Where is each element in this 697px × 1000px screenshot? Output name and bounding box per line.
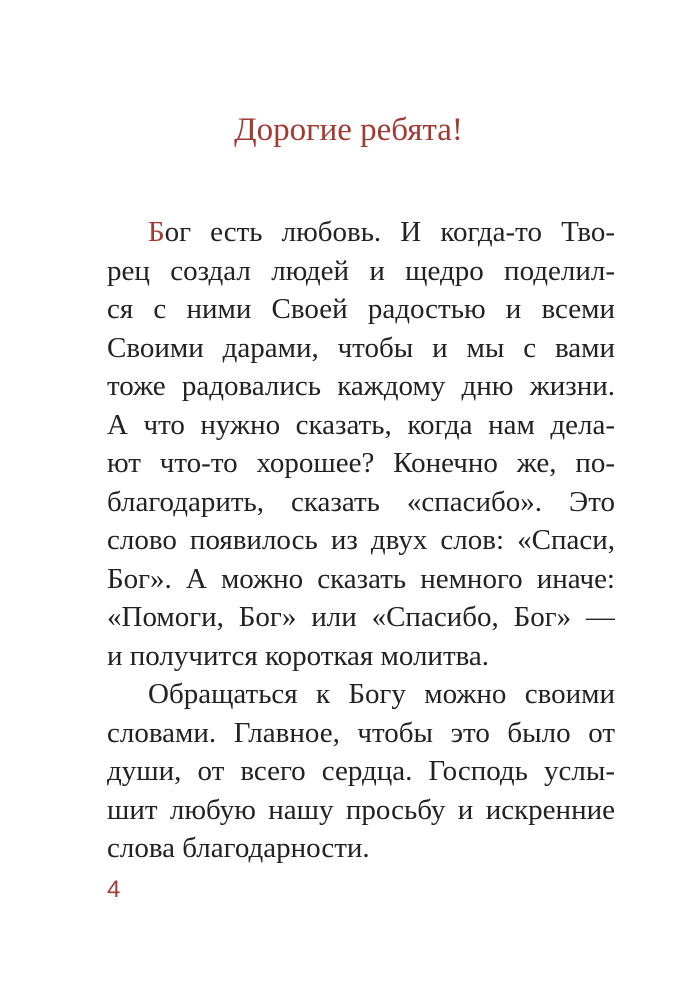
text-line: благодарить, сказать «спасибо». Это — [107, 485, 615, 518]
text-line: Обращаться к Богу можно своими — [148, 678, 615, 710]
text-line: ют что-то хорошее? Конечно же, по- — [107, 447, 615, 479]
text-line: «Помоги, Бог» или «Спасибо, Бог» — — [107, 601, 615, 633]
text-line: слово появилось из двух слов: «Спаси, — [107, 524, 615, 556]
page-number: 4 — [107, 876, 121, 903]
text-line: и получится короткая молитва. — [107, 639, 490, 672]
text-line: Бог». А можно сказать немного иначе: — [107, 562, 615, 595]
text-line: Бог есть любовь. И когда-то Тво- — [148, 216, 615, 248]
text-line: души, от всего сердца. Господь услы- — [107, 755, 615, 787]
text-line: тоже радовались каждому дню жизни. — [107, 370, 615, 402]
text-line: рец создал людей и щедро поделил- — [107, 254, 615, 287]
text-line: словами. Главное, чтобы это было от — [107, 716, 615, 749]
body-text — [107, 213, 615, 868]
text-line: А что нужно сказать, когда нам дела- — [107, 408, 615, 441]
text-line: Своими дарами, чтобы и мы с вами — [107, 331, 615, 364]
drop-cap: Б — [148, 216, 165, 248]
text-line: слова благодарности. — [107, 832, 370, 864]
text-line: ся с ними Своей радостью и всеми — [107, 293, 615, 325]
page-title: Дорогие ребята! — [234, 112, 463, 148]
text-line: шит любую нашу просьбу и искренние — [107, 793, 615, 826]
